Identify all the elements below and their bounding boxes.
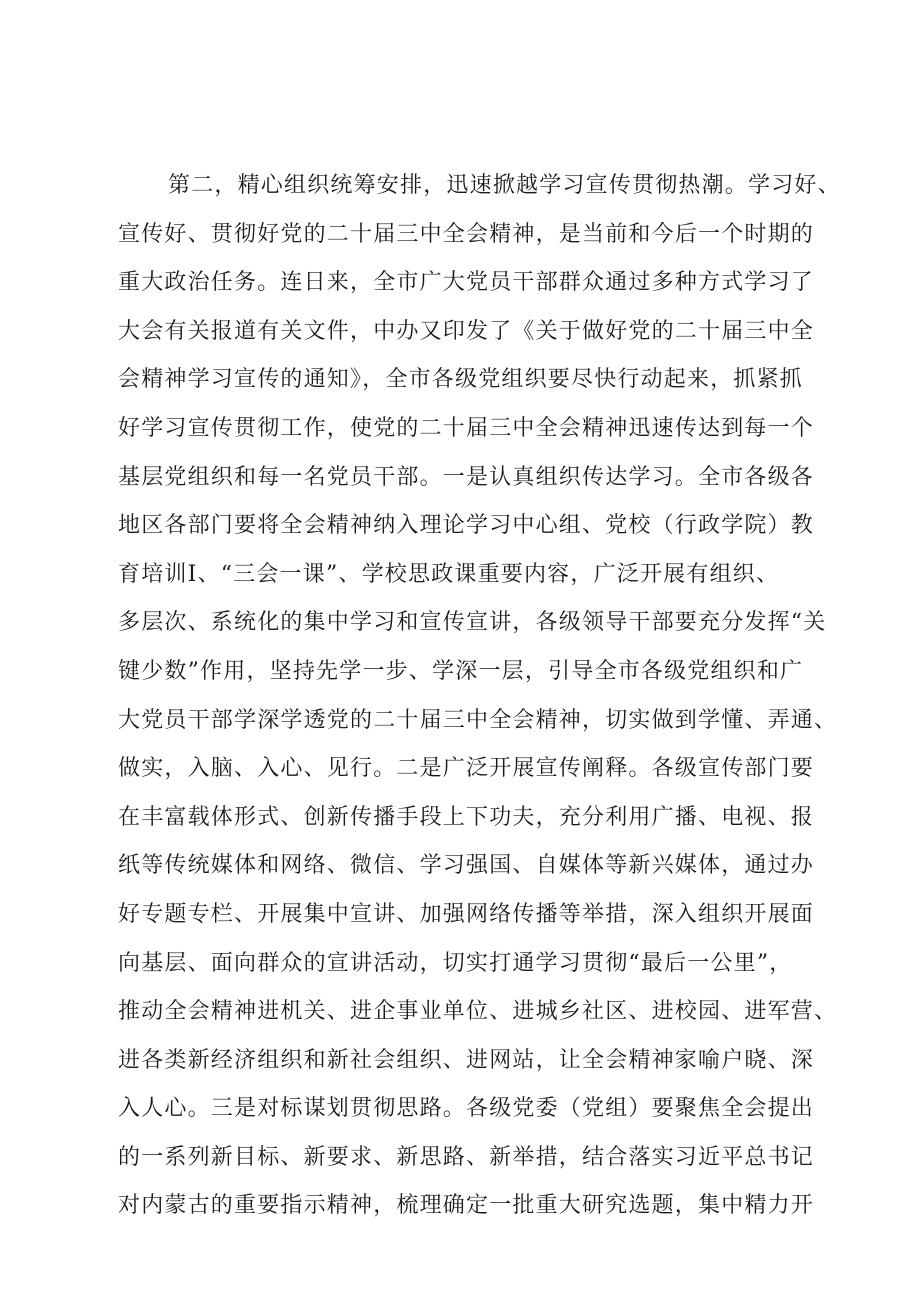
text-line: 在丰富载体形式、创新传播手段上下功夫，充分利用广播、电视、报: [118, 804, 815, 830]
text-line: 的一系列新目标、新要求、新思路、新举措，结合落实习近平总书记: [118, 1144, 815, 1170]
text-line: 键少数”作用，坚持先学一步、学深一层，引导全市各级党组织和广: [118, 658, 804, 684]
text-line: 对内蒙古的重要指示精神，梳理确定一批重大研究选题，集中精力开: [118, 1193, 815, 1219]
text-line: 大会有关报道有关文件，中办又印发了《关于做好党的二十届三中全: [118, 318, 815, 344]
text-line: 做实，入脑、入心、见行。二是广泛开展宣传阐释。各级宣传部门要: [118, 756, 815, 782]
text-line: 向基层、面向群众的宣讲活动，切实打通学习贯彻“最后一公里”，: [118, 950, 793, 976]
text-line: 推动全会精神进机关、进企事业单位、进城乡社区、进校园、进军营、: [118, 999, 838, 1025]
text-line: 基层党组织和每一名党员干部。一是认真组织传达学习。全市各级各: [118, 464, 815, 490]
text-line: 第二，精心组织统筹安排，迅速掀越学习宣传贯彻热潮。学习好、: [168, 173, 841, 198]
text-line: 地区各部门要将全会精神纳入理论学习中心组、党校（行政学院）教: [118, 513, 815, 539]
text-line: 好专题专栏、开展集中宣讲、加强网络传播等举措，深入组织开展面: [118, 901, 815, 927]
text-line: 育培训I、“三会一课”、学校思政课重要内容，广泛开展有组织、: [118, 561, 780, 587]
text-line: 多层次、系统化的集中学习和宣传宣讲，各级领导干部要充分发挥“关: [118, 610, 827, 636]
text-line: 会精神学习宣传的通知》，全市各级党组织要尽快行动起来，抓紧抓: [118, 367, 804, 393]
text-line: 宣传好、贯彻好党的二十届三中全会精神，是当前和今后一个时期的: [118, 221, 815, 247]
text-line: 重大政治任务。连日来，全市广大党员干部群众通过多种方式学习了: [118, 270, 815, 296]
text-line: 好学习宣传贯彻工作，使党的二十届三中全会精神迅速传达到每一个: [118, 415, 815, 441]
text-line: 大党员干部学深学透党的二十届三中全会精神，切实做到学懂、弄通、: [118, 707, 838, 733]
body-paragraph: [118, 162, 841, 1231]
text-line: 入人心。三是对标谋划贯彻思路。各级党委（党组）要聚焦全会提出: [118, 1096, 815, 1122]
text-line: 纸等传统媒体和网络、微信、学习强国、自媒体等新兴媒体，通过办: [118, 853, 815, 879]
text-line: 进各类新经济组织和新社会组织、进网站，让全会精神家喻户晓、深: [118, 1047, 815, 1073]
